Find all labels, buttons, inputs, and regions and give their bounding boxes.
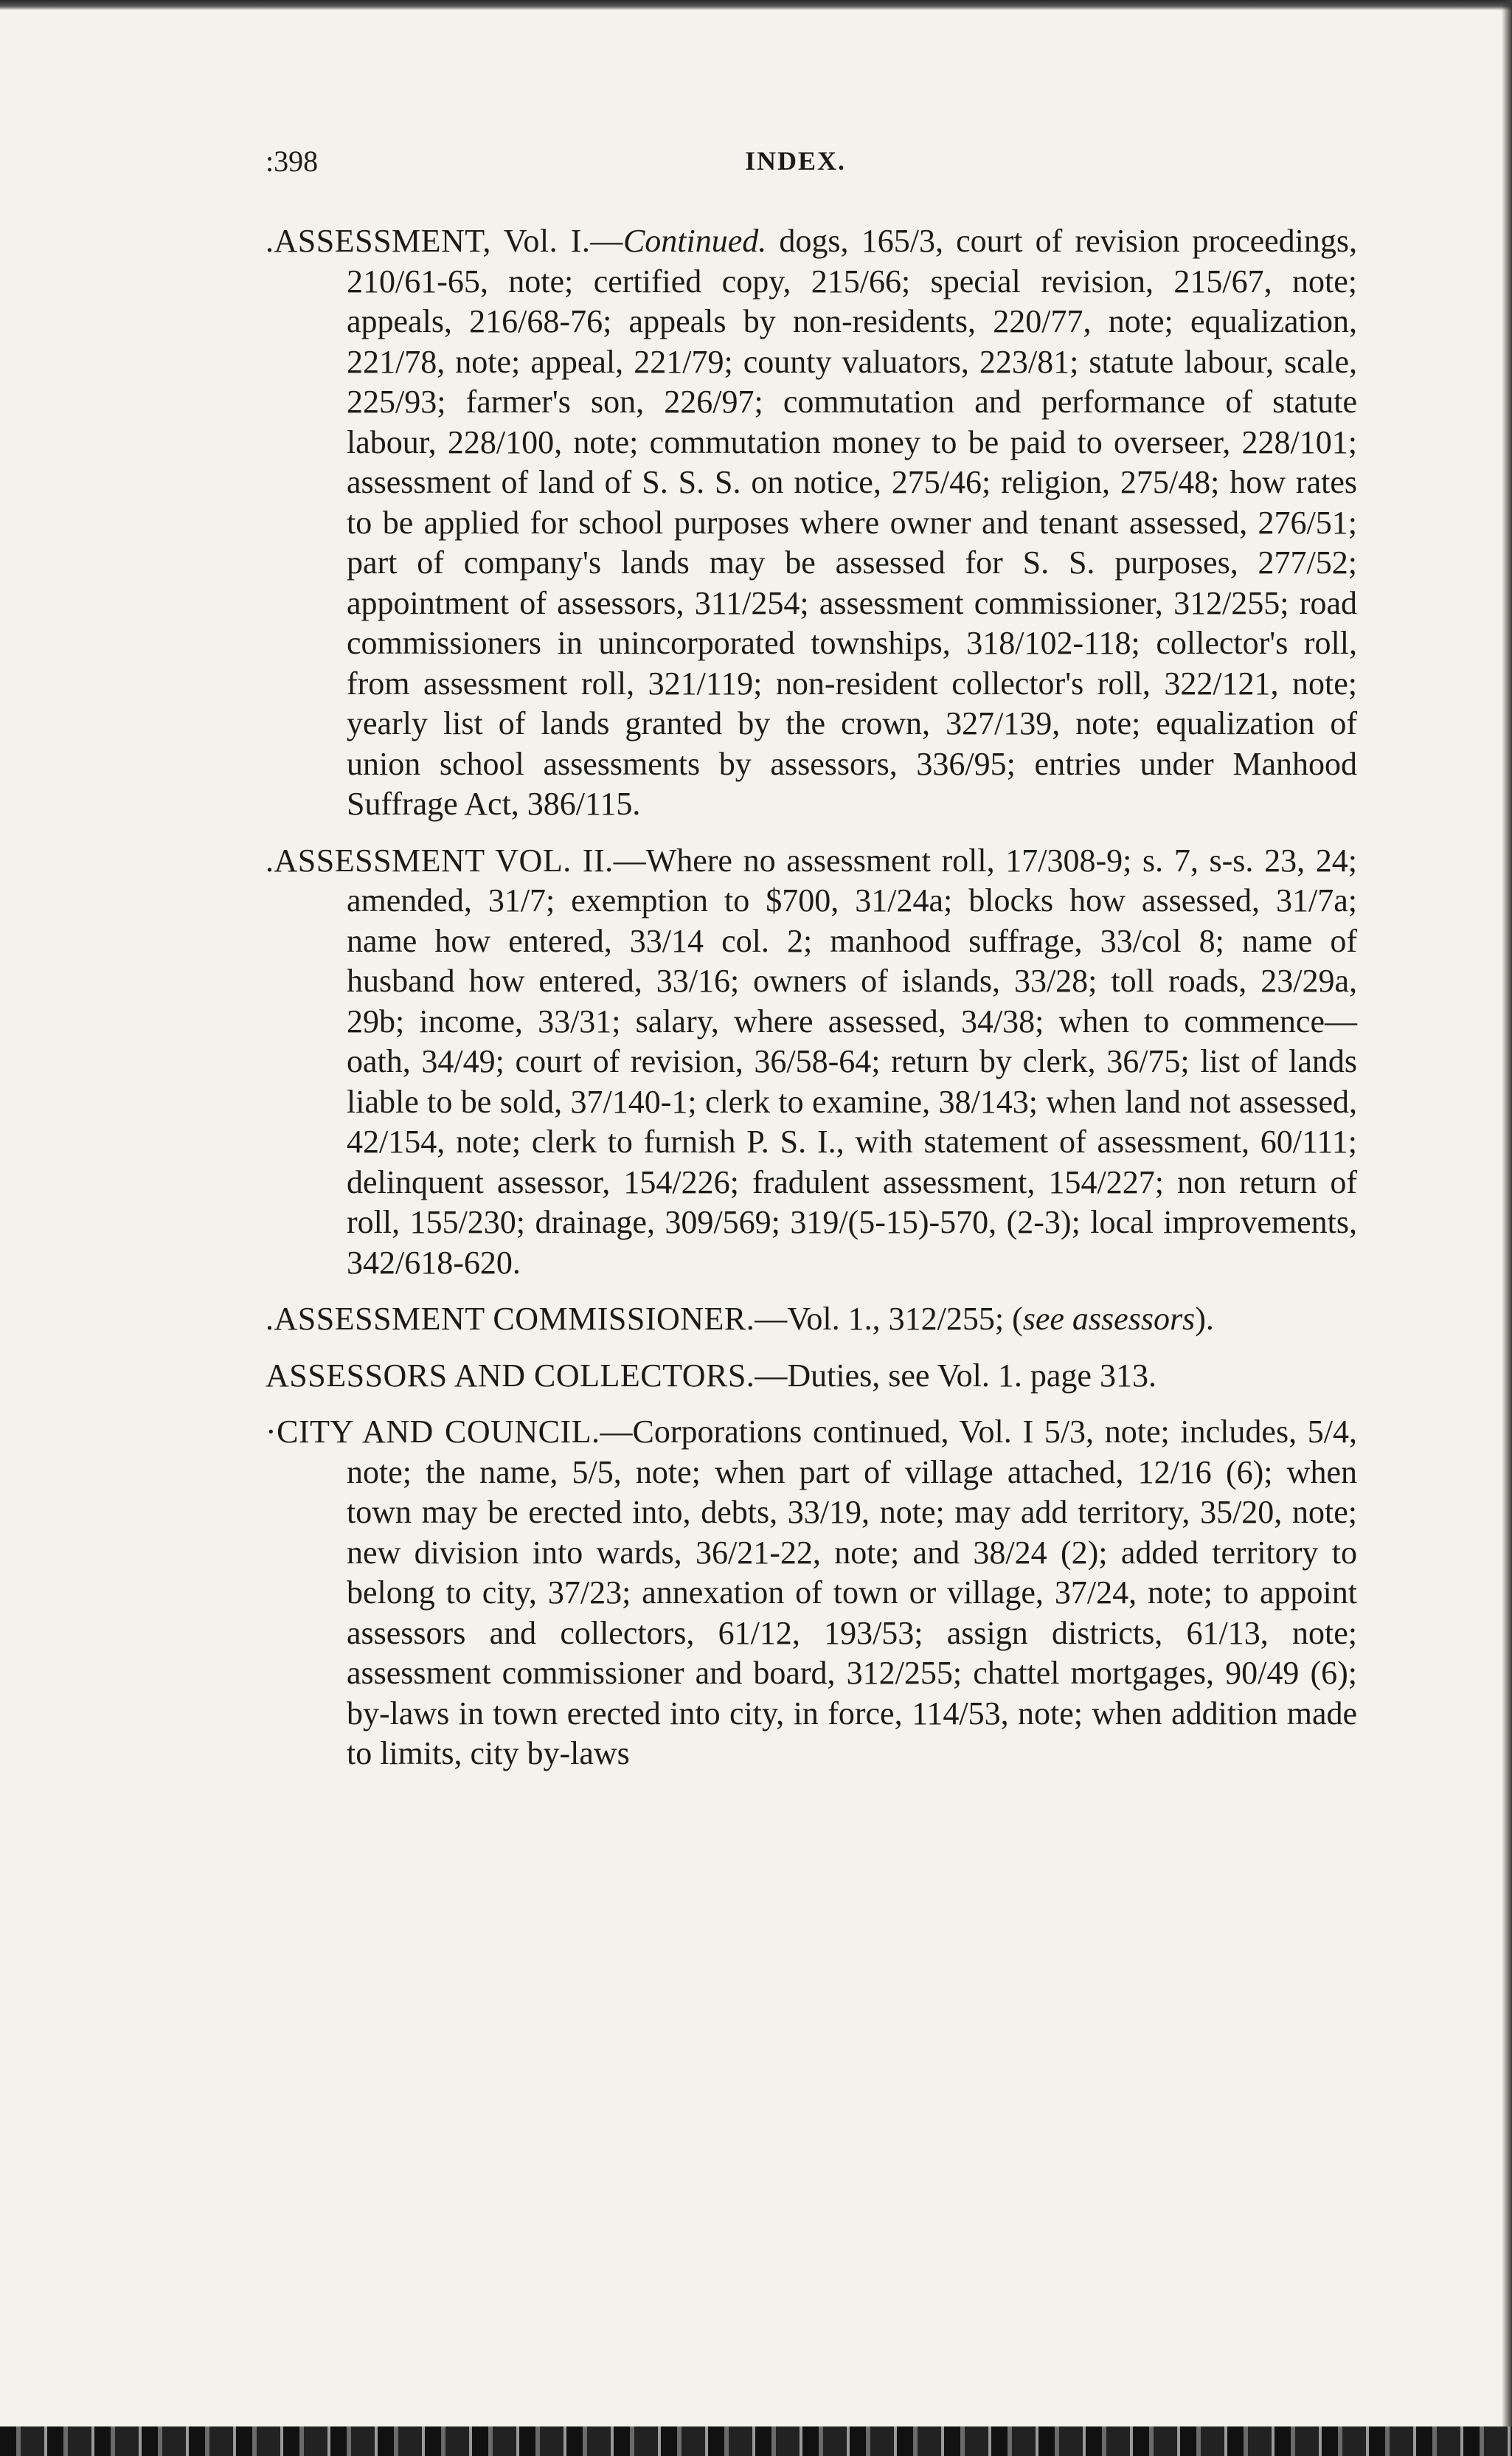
index-content [266,221,1357,1791]
entry-body: —Vol. 1., 312/255; ( [755,1301,1023,1337]
continued-label: Continued. [623,223,767,259]
running-head: INDEX. [745,146,847,176]
entry-tail: ). [1195,1301,1214,1337]
entry-heading: ASSESSORS AND COLLECTORS. [266,1357,755,1394]
scan-edge-bottom [0,2426,1512,2456]
scan-edge-top [0,0,1512,10]
scan-edge-right [1502,0,1512,2456]
index-entry-city-and-council [266,1412,1357,1774]
see-reference: see assessors [1022,1301,1196,1337]
index-entry-assessment-commissioner [266,1299,1357,1340]
page-header [266,144,1357,188]
entry-body: —Corporations continued, Vol. I 5/3, note; includes, 5/4, note; the name, 5/5, note; when part of village attached, 12/16 (6); when town may be erected into, debts, 33/19, note; may add territory, 35/20, note; new division into wards, 36/21-22, note; and 38/24 (2); added territory to belong to city, 37/23; annexation of town or village, 37/24, note; to appoint assessors and collectors, 61/12, 193/53; assign districts, 61/13, note; assessment commissioner and board, 312/255; chattel mortgages, 90/49 (6); by-laws in town erected into city, in force, 114/53, note; when addition made to limits, city by-laws [347,1414,1357,1771]
entry-heading: .ASSESSMENT COMMISSIONER. [266,1301,755,1337]
entry-body: dogs, 165/3, court of revision proceedings, 210/61-65, note; certified copy, 215/66; special revision, 215/67, note; appeals, 216/68-76; appeals by non-residents, 220/77, note; equalization, 221/78, note; appeal, 221/79; county valuators, 223/81; statute labour, scale, 225/93; farmer's son, 226/97; commutation and performance of statute labour, 228/100, note; commutation money to be paid to overseer, 228/101; assessment of land of S. S. S. on notice, 275/46; religion, 275/48; how rates to be applied for school purposes where owner and tenant assessed, 276/51; part of company's lands may be assessed for S. S. purposes, 277/52; appointment of assessors, 311/254; assessment commissioner, 312/255; road commissioners in unincorporated townships, 318/102-118; collector's roll, from assessment roll, 321/119; non-resident collector's roll, 322/121, note; yearly list of lands granted by the crown, 327/139, note; equalization of union school assessments by assessors, 336/95; entries under Manhood Suffrage Act, 386/115. [347,223,1357,822]
entry-heading: ·CITY AND COUNCIL. [266,1414,600,1450]
page-number: :398 [266,145,319,178]
entry-heading: .ASSESSMENT, Vol. I.— [266,223,623,259]
index-entry-assessors-and-collectors [266,1356,1357,1397]
index-entry-assessment-vol-2 [266,841,1357,1284]
index-entry-assessment-vol-1 [266,221,1357,825]
entry-heading: .ASSESSMENT VOL. II. [266,842,614,879]
entry-body: —Where no assessment roll, 17/308-9; s. 7, s-s. 23, 24; amended, 31/7; exemption to $700, 31/24a; blocks how assessed, 31/7a; name how entered, 33/14 col. 2; manhood suffrage, 33/col 8; name of husband how entered, 33/16; owners of islands, 33/28; toll roads, 23/29a, 29b; income, 33/31; salary, where assessed, 34/38; when to commence—oath, 34/49; court of revision, 36/58-64; return by clerk, 36/75; list of lands liable to be sold, 37/140-1; clerk to examine, 38/143; when land not assessed, 42/154, note; clerk to furnish P. S. I., with statement of assessment, 60/111; delinquent assessor, 154/226; fradulent assessment, 154/227; non return of roll, 155/230; drainage, 309/569; 319/(5-15)-570, (2-3); local improvements, 342/618-620. [347,842,1357,1281]
entry-body: —Duties, see Vol. 1. page 313. [755,1357,1156,1394]
